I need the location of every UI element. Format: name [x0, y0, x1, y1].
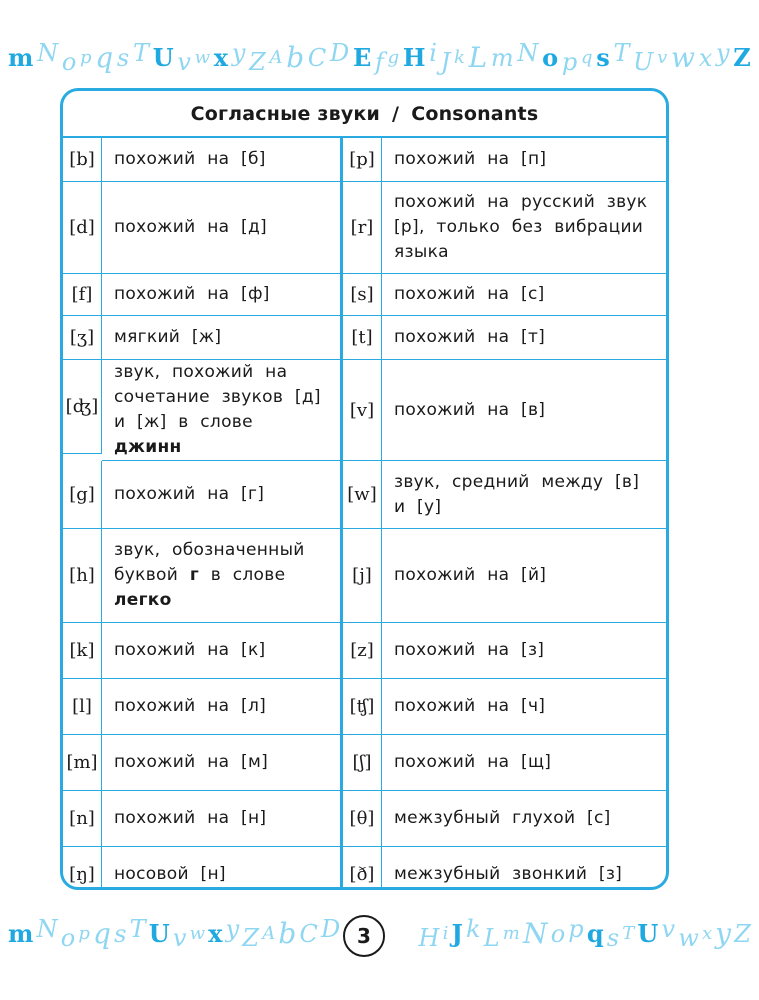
- phoneme-description: мягкий [ж]: [102, 316, 343, 360]
- phoneme-description: похожий на [л]: [102, 679, 343, 735]
- phoneme-symbol: [ʒ]: [63, 316, 102, 360]
- decorative-letter: y: [715, 917, 732, 950]
- decorative-letter: q: [586, 919, 604, 948]
- phoneme-description: похожий на [б]: [102, 138, 343, 182]
- decorative-letter: m: [8, 919, 34, 948]
- decorative-letter: q: [580, 47, 593, 68]
- decorative-letter: J: [451, 919, 463, 948]
- phoneme-description: похожий на [м]: [102, 735, 343, 791]
- phoneme-symbol: [θ]: [343, 791, 382, 847]
- phoneme-description: похожий на [т]: [382, 316, 666, 360]
- phoneme-description: [102, 360, 343, 461]
- phoneme-symbol: [w]: [343, 461, 382, 529]
- decorative-letter: v: [172, 924, 187, 952]
- decorative-letter: E: [352, 43, 372, 72]
- decorative-letter: o: [550, 920, 566, 948]
- decorative-letter: p: [568, 915, 584, 943]
- phoneme-description: звук, средний между [в] и [у]: [382, 461, 666, 529]
- decorative-letter: g: [387, 47, 400, 68]
- decorative-letter: w: [189, 923, 205, 944]
- phoneme-description: похожий на [ф]: [102, 274, 343, 316]
- phoneme-description: похожий на [к]: [102, 623, 343, 679]
- phoneme-symbol: [t]: [343, 316, 382, 360]
- description-text: в слове: [210, 565, 286, 585]
- page-number: 3: [343, 915, 385, 957]
- phoneme-description: похожий на [н]: [102, 791, 343, 847]
- keyword-bold: джинн: [114, 437, 182, 457]
- decorative-letter: o: [60, 924, 76, 952]
- decorative-letter: J: [440, 48, 451, 76]
- title-ru: Согласные звуки: [190, 102, 381, 125]
- phoneme-symbol: [r]: [343, 182, 382, 274]
- decorative-letter: C: [299, 920, 318, 948]
- card-title: [63, 91, 666, 138]
- phoneme-description: похожий на [с]: [382, 274, 666, 316]
- decorative-letters-top: [0, 38, 759, 78]
- phoneme-symbol: [ŋ]: [63, 847, 102, 890]
- phoneme-symbol: [b]: [63, 138, 102, 182]
- decorative-letter: Z: [734, 920, 751, 948]
- decorative-letter: b: [286, 41, 305, 74]
- decorative-letter: w: [194, 47, 211, 68]
- phoneme-description: похожий на [г]: [102, 461, 343, 529]
- decorative-letter: i: [442, 923, 449, 944]
- phoneme-description: межзубный глухой [с]: [382, 791, 666, 847]
- decorative-letter: x: [698, 44, 713, 72]
- phoneme-description: носовой [н]: [102, 847, 343, 890]
- phoneme-symbol: [ʤ]: [63, 360, 102, 454]
- decorative-letter: s: [606, 924, 620, 952]
- decorative-letter: m: [502, 923, 520, 944]
- phoneme-description: похожий на [й]: [382, 529, 666, 623]
- decorative-letter: U: [633, 48, 654, 76]
- decorative-letter: H: [402, 43, 426, 72]
- decorative-letter: y: [225, 915, 240, 943]
- decorative-letter: y: [231, 39, 246, 67]
- description-text: звук, похожий на сочетание звуков [д] и [ж] в слове: [114, 362, 321, 432]
- phoneme-description: похожий на [п]: [382, 138, 666, 182]
- decorative-letter: L: [483, 924, 500, 952]
- decorative-letter: D: [329, 39, 350, 67]
- phoneme-symbol: [v]: [343, 360, 382, 461]
- phoneme-symbol: [g]: [63, 461, 102, 529]
- decorative-letter: w: [678, 924, 699, 952]
- phoneme-description: похожий на [щ]: [382, 735, 666, 791]
- title-en: Consonants: [411, 102, 539, 125]
- decorative-letter: q: [95, 41, 114, 74]
- decorative-letter: Z: [733, 43, 751, 72]
- phoneme-symbol: [z]: [343, 623, 382, 679]
- decorative-letter: q: [93, 917, 111, 950]
- decorative-letter: U: [148, 919, 170, 948]
- decorative-letter: L: [468, 41, 488, 74]
- phoneme-symbol: [k]: [63, 623, 102, 679]
- decorative-letter: T: [622, 923, 635, 944]
- decorative-letter: v: [657, 47, 668, 68]
- decorative-letter: o: [61, 48, 77, 76]
- phoneme-symbol: [m]: [63, 735, 102, 791]
- decorative-letter: x: [213, 43, 229, 72]
- decorative-letter: N: [517, 39, 539, 67]
- phoneme-description: похожий на русский звук [р], только без вибрации языка: [382, 182, 666, 274]
- phoneme-symbol: [l]: [63, 679, 102, 735]
- decorative-letter: U: [152, 43, 174, 72]
- decorative-letter: i: [429, 39, 437, 67]
- phoneme-symbol: [n]: [63, 791, 102, 847]
- phoneme-symbol: [p]: [343, 138, 382, 182]
- phoneme-symbol: [f]: [63, 274, 102, 316]
- decorative-letter: s: [114, 920, 127, 948]
- decorative-letter: p: [561, 48, 578, 76]
- phoneme-symbol: [ʃ]: [343, 735, 382, 791]
- phoneme-description: похожий на [ч]: [382, 679, 666, 735]
- decorative-letter: T: [129, 915, 146, 943]
- decorative-letter: y: [715, 39, 730, 67]
- decorative-letter: Z: [249, 48, 266, 76]
- keyword-bold: г: [189, 565, 199, 585]
- decorative-letter: N: [36, 915, 58, 943]
- decorative-letter: N: [523, 917, 548, 950]
- phoneme-description: похожий на [д]: [102, 182, 343, 274]
- decorative-letter: H: [418, 924, 440, 952]
- phoneme-description: похожий на [з]: [382, 623, 666, 679]
- decorative-letter: s: [596, 43, 610, 72]
- phoneme-description: межзубный звонкий [з]: [394, 863, 623, 884]
- keyword-bold: легко: [114, 590, 172, 610]
- decorative-letter: w: [671, 41, 695, 74]
- decorative-letter: v: [661, 915, 676, 943]
- phoneme-description: [102, 529, 343, 623]
- decorative-letter: m: [8, 43, 34, 72]
- decorative-letter: Z: [242, 924, 260, 952]
- decorative-letter: b: [278, 917, 297, 950]
- decorative-letter: p: [80, 47, 92, 68]
- decorative-letter: m: [490, 44, 514, 72]
- decorative-letter: v: [177, 48, 191, 76]
- title-separator: /: [392, 102, 400, 125]
- decorative-letter: D: [320, 915, 341, 943]
- decorative-letter: x: [701, 923, 713, 944]
- phoneme-symbol: [ʧ]: [343, 679, 382, 735]
- phoneme-symbol: [s]: [343, 274, 382, 316]
- decorative-letter: T: [132, 39, 149, 67]
- decorative-letter: T: [613, 39, 630, 67]
- phoneme-symbol: [j]: [343, 529, 382, 623]
- decorative-letter: p: [78, 923, 90, 944]
- decorative-letter: C: [307, 44, 327, 72]
- decorative-letter: k: [453, 47, 465, 68]
- description-text: звук, обозначенный буквой: [114, 540, 305, 585]
- phoneme-description: похожий на [в]: [382, 360, 666, 461]
- phoneme-symbol: [h]: [63, 529, 102, 623]
- decorative-letter: U: [637, 919, 659, 948]
- decorative-letter: o: [542, 43, 559, 72]
- consonants-card: [60, 88, 669, 890]
- decorative-letter: N: [37, 39, 59, 67]
- phoneme-symbol: [d]: [63, 182, 102, 274]
- decorative-letter: s: [116, 44, 130, 72]
- consonants-table: [63, 138, 666, 890]
- decorative-letter: k: [466, 915, 481, 943]
- decorative-letter: f: [374, 48, 384, 76]
- decorative-letter: A: [269, 47, 283, 68]
- phoneme-symbol: [ð]: [343, 847, 382, 890]
- decorative-letter: A: [262, 923, 276, 944]
- decorative-letter: x: [208, 919, 223, 948]
